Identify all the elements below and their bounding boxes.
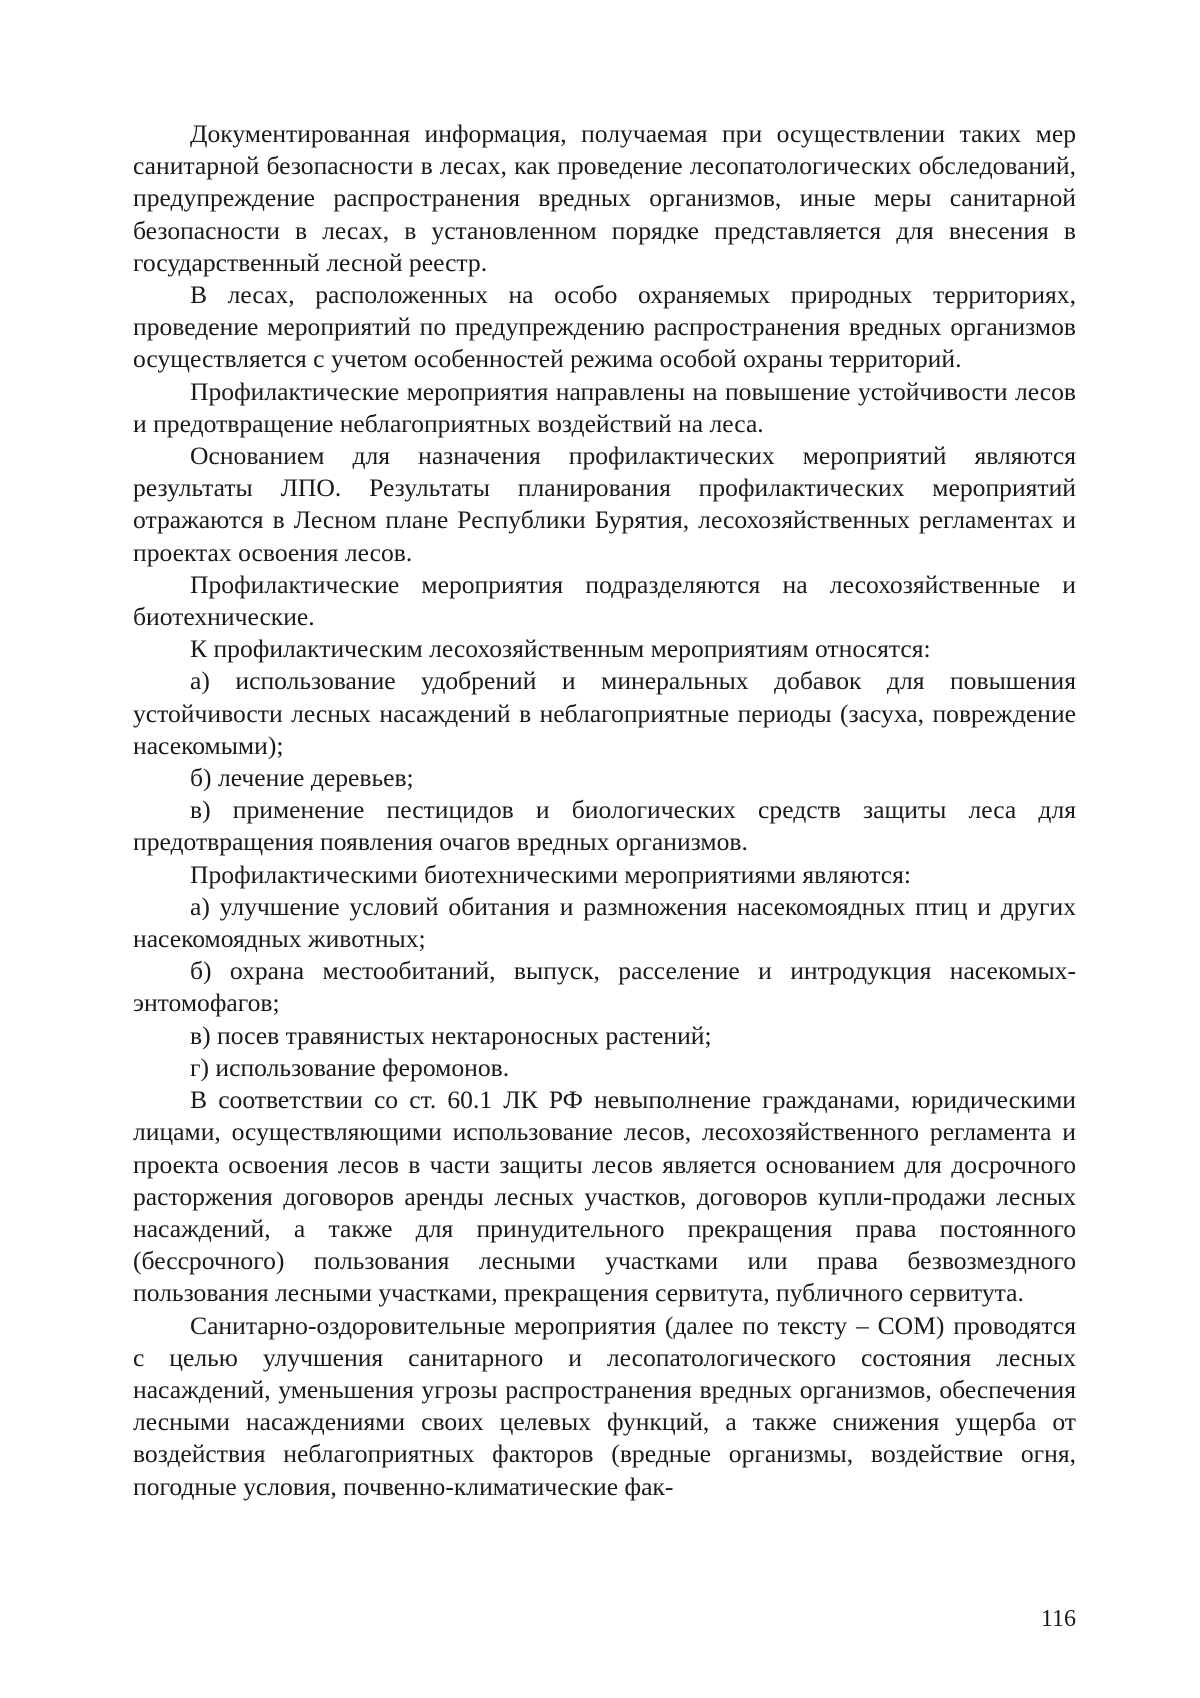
paragraph-10: Профилактическими биотехническими мероприятиями являются:: [190, 859, 911, 889]
paragraph-6: К профилактическим лесохозяйственным мероприятиям относятся:: [190, 634, 931, 664]
paragraph-3: Профилактические мероприятия направлены на повышение устойчивости лесов и предотвращение неблагоприятных воздействий на леса.: [133, 376, 1076, 438]
paragraph-15: В соответствии со ст. 60.1 ЛК РФ невыполнение гражданами, юридическими лицами, осуществляющими использование лесов, лесохозяйственного регламента и проекта освоения лесов в части защиты лесов является основанием для досрочного расторжения договоров аренды лесных участков, договоров купли-продажи лесных насаждений, а также для принудительного прекращения права постоянного (бессрочного) пользования лесными участками или права безвозмездного пользования лесными участками, прекращения сервитута, публичного сервитута.: [133, 1085, 1076, 1308]
list-item-v2: в) посев травянистых нектароносных растений;: [190, 1020, 712, 1050]
list-item-a2: а) улучшение условий обитания и размножения насекомоядных птиц и других насекомоядных животных;: [133, 891, 1076, 954]
paragraph-16: Санитарно-оздоровительные мероприятия (далее по тексту – СОМ) проводятся с целью улучшения санитарного и лесопатологического состояния лесных насаждений, уменьшения угрозы распространения вредных организмов, обеспечения лесными насаждениями своих целевых функций, а также снижения ущерба от воздействия неблагоприятных факторов (вредные организмы, воздействие огня, погодные условия, почвенно-климатические фак-: [133, 1310, 1076, 1501]
list-item-v1: в) применение пестицидов и биологических средств защиты леса для предотвращения появления очагов вредных организмов.: [133, 795, 1076, 857]
list-item-b1: б) лечение деревьев;: [190, 763, 414, 793]
paragraph-5: Профилактические мероприятия подразделяются на лесохозяйственные и биотехнические.: [133, 569, 1076, 632]
page-number: 116: [1040, 1606, 1076, 1632]
paragraph-2: В лесах, расположенных на особо охраняемых природных территориях, проведение мероприятий по предупреждению распространения вредных организмов осуществляется с учетом особенностей режима особой охраны территорий.: [133, 280, 1076, 374]
list-item-a1: а) использование удобрений и минеральных добавок для повышения устойчивости лесных насаждений в неблагоприятные периоды (засуха, повреждение насекомыми);: [133, 666, 1076, 760]
list-item-b2: б) охрана местообитаний, выпуск, расселение и интродукция насекомых-энтомофагов;: [133, 956, 1076, 1018]
body-text: [133, 118, 1076, 1503]
paragraph-4: Основанием для назначения профилактических мероприятий являются результаты ЛПО. Результаты планирования профилактических мероприятий отражаются в Лесном плане Республики Бурятия, лесохозяйственных регламентах и проектах освоения лесов.: [133, 441, 1076, 567]
list-item-g2: г) использование феромонов.: [190, 1052, 510, 1082]
paragraph-1: Документированная информация, получаемая при осуществлении таких мер санитарной безопасности в лесах, как проведение лесопатологических обследований, предупреждение распространения вредных организмов, иные меры санитарной безопасности в лесах, в установленном порядке представляется для внесения в государственный лесной реестр.: [133, 119, 1076, 277]
